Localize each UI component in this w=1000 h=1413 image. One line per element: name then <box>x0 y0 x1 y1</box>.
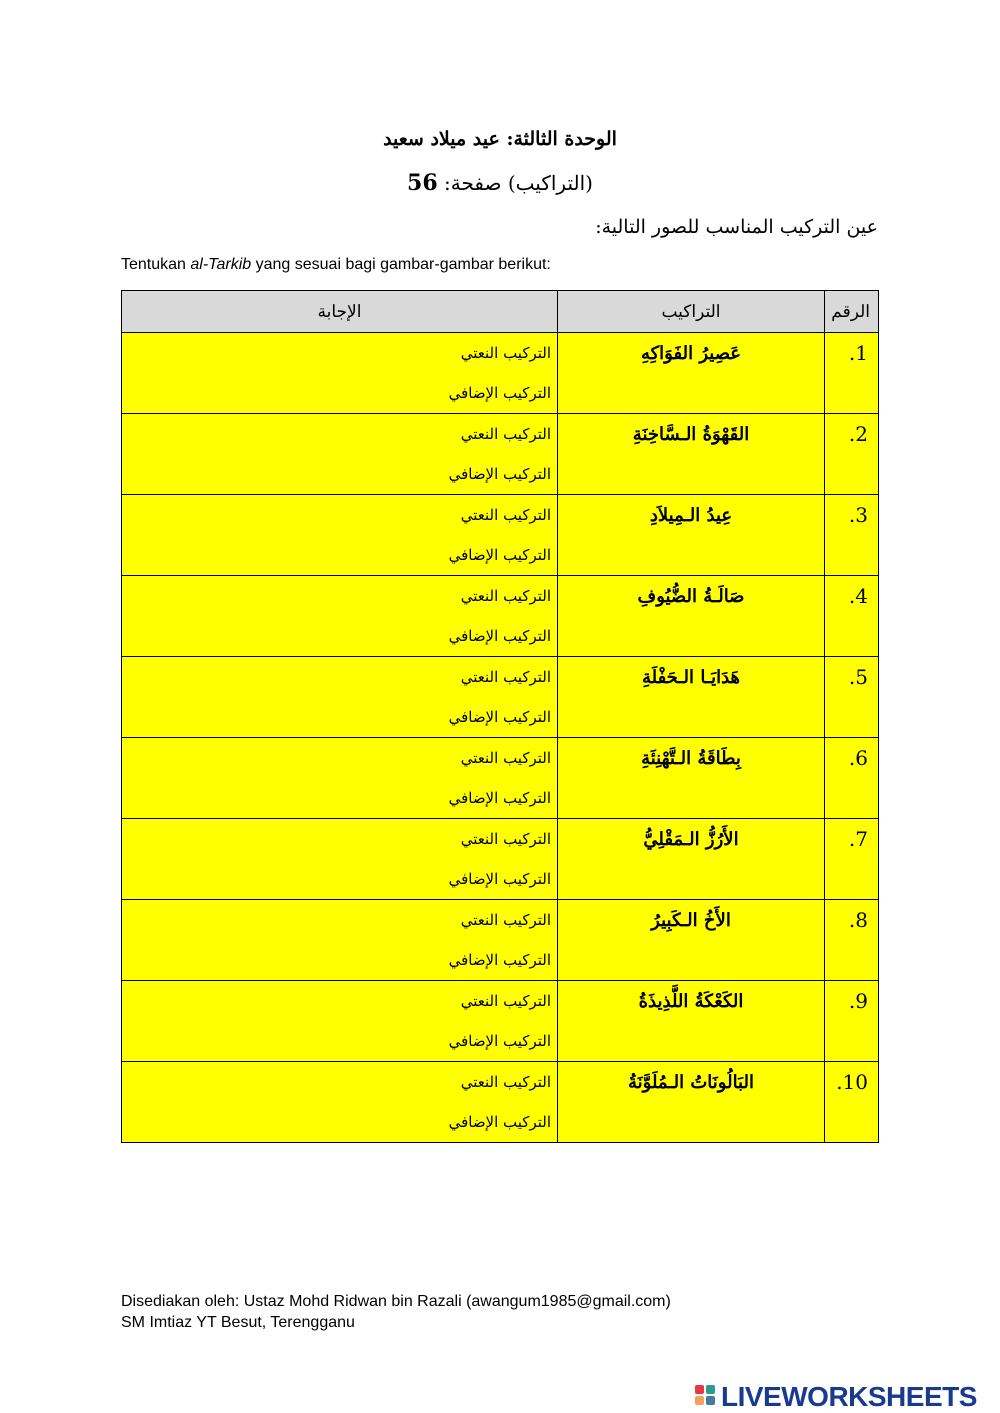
row-number: .2 <box>848 422 868 446</box>
row-number: .1 <box>848 341 868 365</box>
number-cell <box>825 1062 879 1143</box>
worksheet-table <box>121 290 879 1143</box>
logo-icon <box>695 1383 717 1411</box>
phrase-text: القَهْوَةُ الـسَّاخِنَةِ <box>632 424 750 445</box>
header-answer: الإجابة <box>122 291 558 333</box>
phrase-cell <box>558 414 825 495</box>
footer-author: Disediakan oleh: Ustaz Mohd Ridwan bin Razali (awangum1985@gmail.com) <box>121 1293 671 1310</box>
option-naat[interactable]: التركيب النعتي <box>460 506 551 524</box>
phrase-text: عِيدُ الـمِيلاَدِ <box>649 505 733 526</box>
row-number: .3 <box>848 503 868 527</box>
option-idafi[interactable]: التركيب الإضافي <box>448 465 551 483</box>
phrase-text: هَدَايَـا الـحَفْلَةِ <box>641 667 741 688</box>
phrase-cell <box>558 1062 825 1143</box>
answer-cell <box>122 819 558 900</box>
phrase-cell <box>558 495 825 576</box>
number-cell <box>825 414 879 495</box>
page-number: 56 <box>407 170 438 196</box>
row-number: .6 <box>848 746 868 770</box>
option-naat[interactable]: التركيب النعتي <box>460 425 551 443</box>
instruction-malay-after: yang sesuai bagi gambar-gambar berikut: <box>251 256 551 273</box>
option-idafi[interactable]: التركيب الإضافي <box>448 708 551 726</box>
number-cell <box>825 900 879 981</box>
option-idafi[interactable]: التركيب الإضافي <box>448 1113 551 1131</box>
answer-cell <box>122 738 558 819</box>
number-cell <box>825 981 879 1062</box>
option-idafi[interactable]: التركيب الإضافي <box>448 951 551 969</box>
answer-cell <box>122 333 558 414</box>
table-row <box>122 738 879 819</box>
option-naat[interactable]: التركيب النعتي <box>460 587 551 605</box>
table-header-row <box>122 291 879 333</box>
option-naat[interactable]: التركيب النعتي <box>460 749 551 767</box>
row-number: .10 <box>836 1070 868 1094</box>
answer-cell <box>122 576 558 657</box>
instruction-malay <box>121 256 551 274</box>
phrase-cell <box>558 738 825 819</box>
option-naat[interactable]: التركيب النعتي <box>460 344 551 362</box>
row-number: .8 <box>848 908 868 932</box>
option-naat[interactable]: التركيب النعتي <box>460 992 551 1010</box>
option-naat[interactable]: التركيب النعتي <box>460 830 551 848</box>
phrase-text: بِطَاقَةُ الـتَّهْنِئَةِ <box>641 748 741 769</box>
phrase-cell <box>558 333 825 414</box>
number-cell <box>825 333 879 414</box>
instruction-malay-before: Tentukan <box>121 256 191 273</box>
phrase-text: البَالُونَاتُ الـمُلَوَّنَةُ <box>628 1072 754 1093</box>
instruction-malay-term: al-Tarkib <box>190 256 252 273</box>
option-idafi[interactable]: التركيب الإضافي <box>448 870 551 888</box>
instruction-arabic: عين التركيب المناسب للصور التالية: <box>595 216 878 238</box>
table-row <box>122 819 879 900</box>
answer-cell <box>122 981 558 1062</box>
phrase-text: الأَرُزُّ الـمَقْلِيُّ <box>643 829 739 850</box>
number-cell <box>825 819 879 900</box>
row-number: .7 <box>848 827 868 851</box>
header-number: الرقم <box>825 291 879 333</box>
option-idafi[interactable]: التركيب الإضافي <box>448 789 551 807</box>
section-subtitle <box>0 170 1000 196</box>
option-naat[interactable]: التركيب النعتي <box>460 1073 551 1091</box>
subtitle-label: (التراكيب) صفحة: <box>444 171 593 195</box>
table-row <box>122 576 879 657</box>
option-idafi[interactable]: التركيب الإضافي <box>448 627 551 645</box>
option-idafi[interactable]: التركيب الإضافي <box>448 384 551 402</box>
option-idafi[interactable]: التركيب الإضافي <box>448 1032 551 1050</box>
answer-cell <box>122 1062 558 1143</box>
row-number: .4 <box>848 584 868 608</box>
table-row <box>122 900 879 981</box>
logo-text: LIVEWORKSHEETS <box>721 1381 977 1412</box>
row-number: .9 <box>848 989 868 1013</box>
table-row <box>122 657 879 738</box>
option-idafi[interactable]: التركيب الإضافي <box>448 546 551 564</box>
table-row <box>122 1062 879 1143</box>
table-row <box>122 981 879 1062</box>
phrase-cell <box>558 900 825 981</box>
phrase-text: عَصِيرُ الفَوَاكِهِ <box>640 343 742 364</box>
table-row <box>122 333 879 414</box>
answer-cell <box>122 414 558 495</box>
table-row <box>122 495 879 576</box>
header-phrase: التراكيب <box>558 291 825 333</box>
number-cell <box>825 738 879 819</box>
phrase-cell <box>558 981 825 1062</box>
number-cell <box>825 495 879 576</box>
phrase-cell <box>558 819 825 900</box>
liveworksheets-logo <box>695 1381 977 1413</box>
option-naat[interactable]: التركيب النعتي <box>460 911 551 929</box>
answer-cell <box>122 657 558 738</box>
phrase-text: صَالَـةُ الضُّيُوفِ <box>637 586 745 607</box>
number-cell <box>825 576 879 657</box>
phrase-cell <box>558 657 825 738</box>
phrase-cell <box>558 576 825 657</box>
answer-cell <box>122 900 558 981</box>
phrase-text: الكَعْكَةُ اللَّذِيذَةُ <box>638 991 744 1012</box>
footer <box>121 1291 671 1333</box>
option-naat[interactable]: التركيب النعتي <box>460 668 551 686</box>
number-cell <box>825 657 879 738</box>
footer-school: SM Imtiaz YT Besut, Terengganu <box>121 1314 355 1331</box>
phrase-text: الأَخُ الـكَبِيرُ <box>651 910 731 931</box>
unit-title: الوحدة الثالثة: عيد ميلاد سعيد <box>383 128 617 150</box>
row-number: .5 <box>848 665 868 689</box>
table-row <box>122 414 879 495</box>
answer-cell <box>122 495 558 576</box>
